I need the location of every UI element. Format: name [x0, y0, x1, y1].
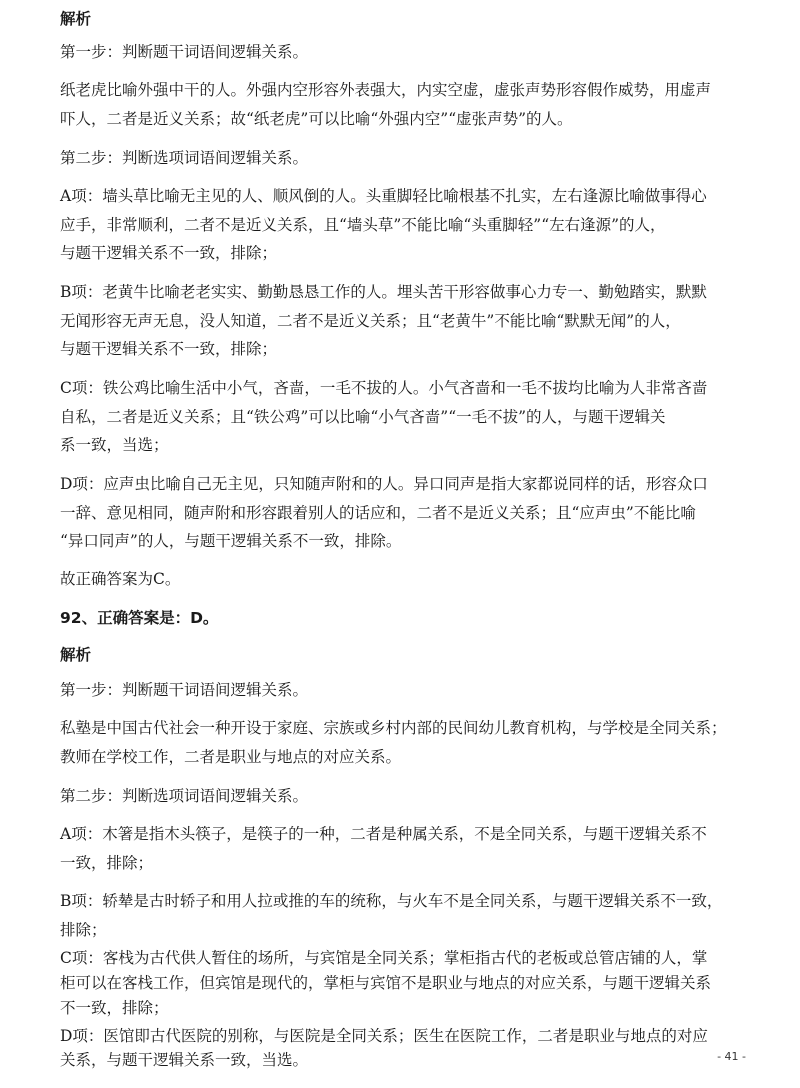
q92-option-b-line2: 排除；	[60, 921, 107, 939]
q91-option-d-line2: 一辞、意见相同，随声附和形容跟着别人的话应和，二者不是近义关系；且“应声虫”不能比喻	[60, 504, 696, 522]
q92-analysis-heading: 解析	[60, 646, 92, 664]
document-page	[60, 0, 750, 1088]
q91-option-d-line3: “异口同声”的人，与题干逻辑关系不一致，排除。	[60, 532, 402, 550]
q92-option-a-line1: A项：木箸是指木头筷子，是筷子的一种，二者是种属关系，不是全同关系，与题干逻辑关系不	[60, 825, 707, 843]
q91-para1-line2: 吓人，二者是近义关系；故“纸老虎”可以比喻“外强内空”“虚张声势”的人。	[60, 110, 573, 128]
q91-conclusion: 故正确答案为C。	[60, 570, 181, 588]
q91-para1-line1: 纸老虎比喻外强中干的人。外强内空形容外表强大，内实空虚，虚张声势形容假作威势，用虚声	[60, 81, 712, 99]
q92-answer-title: 92、正确答案是：D。	[60, 609, 219, 627]
q91-option-a-line1: A项：墙头草比喻无主见的人、顺风倒的人。头重脚轻比喻根基不扎实，左右逢源比喻做事得心	[60, 187, 707, 205]
q92-option-d-line2: 关系，与题干逻辑关系一致，当选。	[60, 1051, 309, 1069]
q91-step2: 第二步：判断选项词语间逻辑关系。	[60, 149, 309, 167]
q92-option-c-line1: C项：客栈为古代供人暂住的场所，与宾馆是全同关系；掌柜指古代的老板或总管店铺的人，掌	[60, 949, 708, 967]
q91-option-c-line3: 系一致，当选；	[60, 436, 169, 454]
q91-option-c-line1: C项：铁公鸡比喻生活中小气，吝啬，一毛不拔的人。小气吝啬和一毛不拔均比喻为人非常吝啬	[60, 379, 708, 397]
q92-option-d-line1: D项：医馆即古代医院的别称，与医院是全同关系；医生在医院工作，二者是职业与地点的对应	[60, 1027, 708, 1045]
q91-option-d-line1: D项：应声虫比喻自己无主见，只知随声附和的人。异口同声是指大家都说同样的话，形容众口	[60, 475, 708, 493]
q92-step1: 第一步：判断题干词语间逻辑关系。	[60, 681, 309, 699]
q92-para1-line1: 私塾是中国古代社会一种开设于家庭、宗族或乡村内部的民间幼儿教育机构，与学校是全同关系；	[60, 719, 727, 737]
q91-option-b-line1: B项：老黄牛比喻老老实实、勤勤恳恳工作的人。埋头苦干形容做事心力专一、勤勉踏实，默默	[60, 283, 707, 301]
q91-option-b-line3: 与题干逻辑关系不一致，排除；	[60, 340, 278, 358]
q91-option-c-line2: 自私，二者是近义关系；且“铁公鸡”可以比喻“小气吝啬”“一毛不拔”的人，与题干逻辑关	[60, 408, 666, 426]
q92-para1-line2: 教师在学校工作，二者是职业与地点的对应关系。	[60, 748, 402, 766]
q92-option-a-line2: 一致，排除；	[60, 854, 154, 872]
q91-step1: 第一步：判断题干词语间逻辑关系。	[60, 43, 309, 61]
q91-option-a-line2: 应手，非常顺利，二者不是近义关系，且“墙头草”不能比喻“头重脚轻”“左右逢源”的人，	[60, 216, 666, 234]
page-number: - 41 -	[717, 1050, 746, 1063]
q92-option-c-line3: 不一致，排除；	[60, 999, 169, 1017]
q91-analysis-heading: 解析	[60, 10, 92, 28]
q92-step2: 第二步：判断选项词语间逻辑关系。	[60, 787, 309, 805]
q92-option-b-line1: B项：轿辇是古时轿子和用人拉或推的车的统称，与火车不是全同关系，与题干逻辑关系不一致，	[60, 892, 723, 910]
q91-option-a-line3: 与题干逻辑关系不一致，排除；	[60, 244, 278, 262]
q91-option-b-line2: 无闻形容无声无息，没人知道，二者不是近义关系；且“老黄牛”不能比喻“默默无闻”的人，	[60, 312, 681, 330]
q92-option-c-line2: 柜可以在客栈工作，但宾馆是现代的，掌柜与宾馆不是职业与地点的对应关系，与题干逻辑关系	[60, 974, 712, 992]
